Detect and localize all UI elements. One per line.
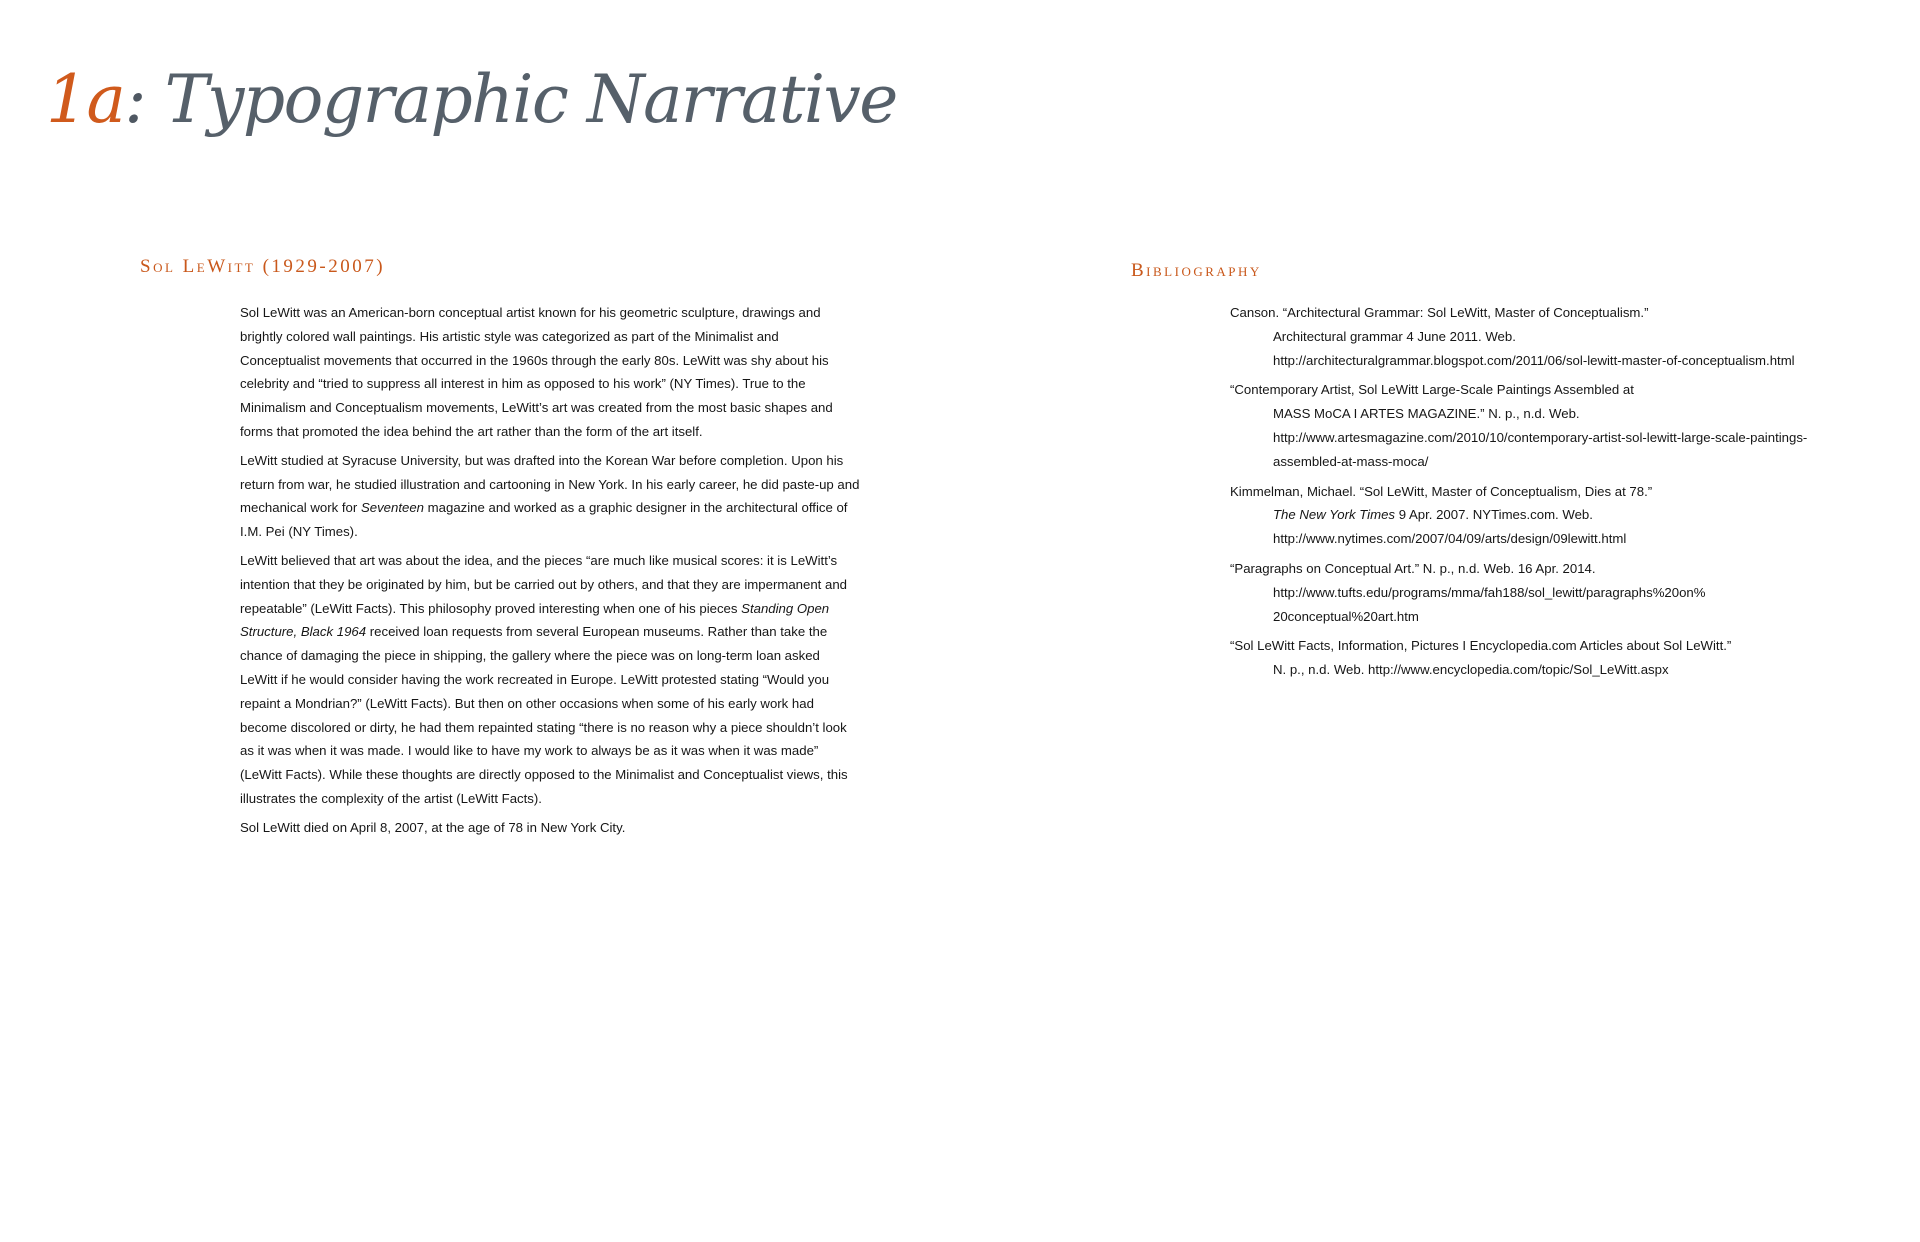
bib-entry-2-line-2: MASS MoCA I ARTES MAGAZINE.” N. p., n.d. Web.: [1273, 406, 1580, 422]
bio-p2-text-a: LeWitt studied at Syracuse University, but was drafted into the Korean War before completion. Upon his return from war, he studied illustration and cartooning in New York. In his early career, he did paste-up and mechanical work for: [240, 452, 860, 516]
title-number: 1a: [46, 61, 125, 138]
bib-entry-2-line-1: “Contemporary Artist, Sol LeWitt Large-Scale Paintings Assembled at: [1230, 382, 1634, 398]
bibliography-entry: [1230, 378, 1870, 473]
bib-entry-3-line-2: [1230, 503, 1870, 527]
bibliography-heading: Bibliography: [1131, 260, 1262, 281]
biography-body: [240, 301, 860, 845]
bibliography-entry: [1230, 634, 1870, 682]
bio-p2-magazine-title: Seventeen: [360, 500, 424, 516]
bib-entry-4-url-cont: 20conceptual%20art.htm: [1273, 608, 1419, 624]
bib-entry-3-url: http://www.nytimes.com/2007/04/09/arts/design/09lewitt.html: [1273, 531, 1627, 547]
bio-p2-text-b: magazine and worked as a graphic designer in the architectural office of I.M. Pei (NY Times).: [240, 500, 848, 540]
bib-entry-4-line-1: “Paragraphs on Conceptual Art.” N. p., n.d. Web. 16 Apr. 2014.: [1230, 560, 1596, 576]
title-colon: :: [124, 61, 146, 138]
page-title: [46, 62, 897, 138]
bio-p3-text-a: LeWitt believed that art was about the idea, and the pieces “are much like musical scores: it is LeWitt’s intention that they be originated by him, but be carried out by others, and that they are impermanent and repeatable” (LeWitt Facts). This philosophy proved interesting when one of his pieces: [240, 552, 847, 616]
bio-paragraph-1: Sol LeWitt was an American-born conceptual artist known for his geometric sculpture, drawings and brightly colored wall paintings. His artistic style was categorized as part of the Minimalist and Conceptualist movements that occurred in the 1960s through the early 80s. LeWitt was shy about his celebrity and “tried to suppress all interest in him as opposed to his work” (NY Times). True to the Minimalism and Conceptualism movements, LeWitt’s art was created from the most basic shapes and forms that promoted the idea behind the art rather than the form of the art itself.: [240, 305, 833, 439]
bib-entry-5-line-1: “Sol LeWitt Facts, Information, Pictures I Encyclopedia.com Articles about Sol LeWitt.”: [1230, 638, 1732, 654]
bib-entry-3-date: 9 Apr. 2007. NYTimes.com. Web.: [1395, 507, 1593, 523]
bibliography-entry: [1230, 557, 1870, 628]
bio-paragraph-2: [240, 449, 860, 544]
bib-entry-4-url: http://www.tufts.edu/programs/mma/fah188/sol_lewitt/paragraphs%20on%: [1273, 584, 1706, 600]
bibliography-list: [1230, 301, 1870, 688]
bib-entry-3-line-1: Kimmelman, Michael. “Sol LeWitt, Master of Conceptualism, Dies at 78.”: [1230, 483, 1653, 499]
biography-heading: Sol LeWitt (1929-2007): [140, 256, 386, 277]
bio-p3-text-b: received loan requests from several European museums. Rather than take the chance of damaging the piece in shipping, the gallery where the piece was on long-term loan asked LeWitt if he would consider having the work recreated in Europe. LeWitt protested stating “Would you repaint a Mondrian?” (LeWitt Facts). But then on other occasions when some of his early work had become discolored or dirty, he had them repainted stating “there is no reason why a piece shouldn’t look as it was when it was made. I would like to have my work to always be as it was when it was made” (LeWitt Facts). While these thoughts are directly opposed to the Minimalist and Conceptualist views, this illustrates the complexity of the artist (LeWitt Facts).: [240, 624, 848, 806]
bib-entry-1-url: http://architecturalgrammar.blogspot.com/2011/06/sol-lewitt-master-of-conceptualism.html: [1273, 352, 1795, 368]
bib-entry-3-publication: The New York Times: [1273, 507, 1396, 523]
bib-entry-1-line-1: Canson. “Architectural Grammar: Sol LeWitt, Master of Conceptualism.”: [1230, 305, 1649, 320]
bib-entry-1-line-2: Architectural grammar 4 June 2011. Web.: [1273, 328, 1516, 344]
bib-entry-2-url-cont: assembled-at-mass-moca/: [1273, 453, 1429, 469]
bio-p3-artwork-title: Standing Open Structure, Black 1964: [240, 600, 830, 640]
bib-entry-5-line-2: N. p., n.d. Web. http://www.encyclopedia.com/topic/Sol_LeWitt.aspx: [1273, 662, 1669, 678]
title-text: Typographic Narrative: [164, 61, 897, 138]
bio-paragraph-4: Sol LeWitt died on April 8, 2007, at the age of 78 in New York City.: [240, 819, 626, 835]
bibliography-entry: [1230, 301, 1870, 372]
bio-paragraph-3: [240, 549, 860, 811]
bib-entry-2-url: http://www.artesmagazine.com/2010/10/contemporary-artist-sol-lewitt-large-scale-paintings-: [1273, 429, 1808, 445]
bibliography-entry: [1230, 480, 1870, 551]
